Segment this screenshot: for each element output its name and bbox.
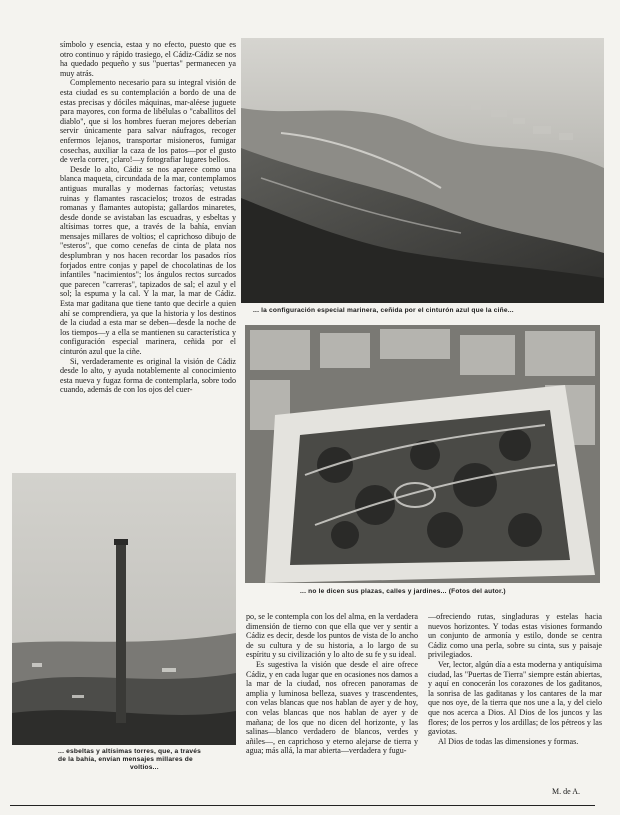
caption-tower-line-2: de la bahía, envían mensajes millares de: [58, 756, 193, 763]
paragraph: Al Dios de todas las dimensiones y formas.: [438, 736, 579, 746]
caption-coastline: ... la configuración especial marinera, ceñida por el cinturón azul que la ciñe...: [253, 307, 514, 314]
author-signature: M. de A.: [552, 787, 580, 796]
plaza-gardens-aerial-photo: [245, 325, 600, 583]
paragraph: símbolo y esencia, estaa y no efecto, puesto que es otro continuo y rápido trasiego, el Cádiz-Cádiz se nos ha quedado pequeño y sus "puertas" permanecen ya muy atrás.: [60, 40, 236, 78]
paragraph: Complemento necesario para su integral visión de esta ciudad es su contemplación a bordo de una de estas precisas y dóciles máquinas, mar-aléese juguete para mayores, con forma de libélulas o "caballitos del diablo", que si los hombres fueran mejores deberían servir únicamente para salvar náufragos, recoger enfermos lejanos, transportar misioneros, fumigar cosechas, auxiliar la caza de los patos—por el gusto de verla correr, ¡claro!—y fotografiar lugares bellos.: [60, 78, 236, 165]
paragraph: po, se le contempla con los del alma, en la verdadera dimensión de tierno con que ella que ver y sentir a Cádiz es decir, desde los puntos de vista de lo ancho de su cultura y de su historia, a lo largo de su espíritu y su civilización y lo alto de su fe y su ideal.: [246, 612, 418, 660]
paragraph: Ver, lector, algún día a esta moderna y antiquísima ciudad, las "Puertas de Tierra" siempre están abiertas, y aquí en conocerán los corazones de los gaditanos, la sonrisa de las gaditanas y los cantares de la mar que nos oye, de la tierra que nos une a la, y del cielo que nos acerca a Dios. Al Dios de los juncos y las flores; de los perros y los ardillas; de los pétreos y las gaviotas.: [428, 659, 602, 737]
caption-tower-line-3: voltios...: [130, 764, 159, 771]
bottom-rule: [10, 805, 595, 806]
paragraph: Desde lo alto, Cádiz se nos aparece como una blanca maqueta, circundada de la mar, contemplamos antiguas murallas y modernas factorías; vetustas ruinas y flamantes rascacielos; trozos de estradas romanas y flamantes autopista; gallardos minaretes, desde donde se avistaban las escuadras, y esbeltas y altísimas torres que, a través de la bahía, envían mensajes millares de voltios; el caprichoso dibujo de "esteros", que como cenefas de cinta de plata nos desplumbran y nos hacen recordar los pasados ríos forjados entre conjas y papel de chocolatinas de los infantiles "nacimientos"; los ángulos rectos surcados que parecen "carreras", tapizados de sal; el azul y el sol; la espuma y la cal. Y la mar, la mar de Cádiz. Esta mar gaditana que tiene tanto que decirle a quien ahí se comprendiera, ya que la historia y los destinos de la ciudad a esta mar se deben—desde la noche de los tiempos—y a ella se mantienen su característica y configuración especial marinera, ceñida por el cinturón azul que la ciñe.: [60, 164, 236, 356]
paragraph: Si, verdaderamente es original la visión de Cádiz desde lo alto, y ayuda notablemente al conocimiento esta nueva y fugaz forma de contemplarla, sobre todo cuando, además de con los ojos del cuer-: [60, 356, 236, 395]
paragraph: Es sugestiva la visión que desde el aire ofrece Cádiz, y en cada lugar que en ocasiones nos damos a la mar de la ciudad, nos ofrecen panoramas de amplia y luminosa belleza, suaves y trascendentes, con velas blancas que nos hablan de ayer y de hoy, con velas blancas que nos hablan de ayer y de mañana; de los que no dicen del horizonte, y las salinas—blanco verdadero de blancos, verdes y añiles—, en caprichoso y eterno alejarse de tierra y agua; más allá, la mar abierta—verdadera y fugu-: [246, 659, 418, 756]
caption-plaza: ... no le dicen sus plazas, calles y jardines... (Fotos del autor.): [300, 588, 506, 595]
paragraph: —ofreciendo rutas, singladuras y estelas hacia nuevos horizontes. Y todas estas visiones formando un conjunto de armonía y estilo, donde se centra Cádiz como una perla, sobre su cinta, sus y paisaje privilegiados.: [428, 612, 602, 660]
caption-tower-line-1: ... esbeltas y altísimas torres, que, a través: [58, 748, 201, 755]
article-column-2: [246, 612, 418, 800]
article-column-1: [60, 40, 236, 470]
tower-bay-photo: [12, 473, 236, 745]
coastline-aerial-photo: [241, 38, 604, 303]
article-column-3: [428, 612, 602, 784]
